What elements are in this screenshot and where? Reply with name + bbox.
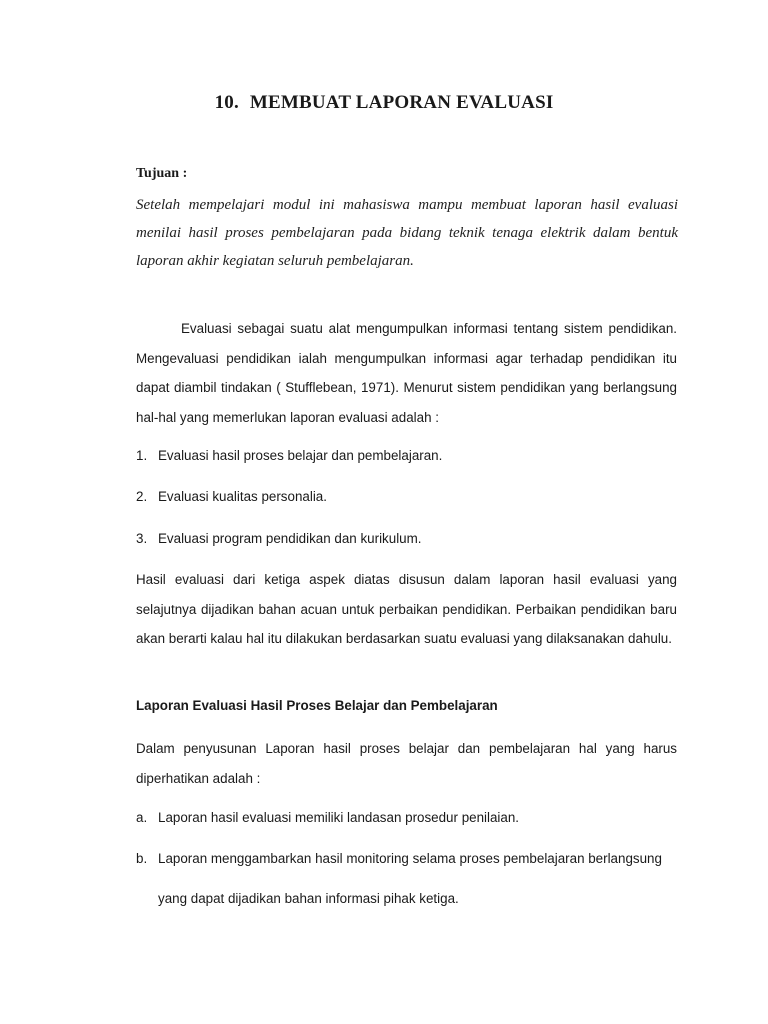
numbered-list-item xyxy=(136,446,681,466)
list-marker: 1. xyxy=(136,448,148,463)
paragraph-requirements: Dalam penyusunan Laporan hasil proses belajar dan pembelajaran hal yang harus diperhatikan adalah : xyxy=(136,741,677,786)
objective-label: Tujuan : xyxy=(136,166,188,181)
numbered-list-item xyxy=(136,529,681,549)
list-marker: b. xyxy=(136,851,148,866)
objective-text: Setelah mempelajari modul ini mahasiswa mampu membuat laporan hasil evaluasi menilai hasil proses pembelajaran pada bidang teknik tenaga elektrik dalam bentuk laporan akhir kegiatan seluruh pembelajaran. xyxy=(136,197,678,269)
list-item-text: Evaluasi hasil proses belajar dan pembelajaran. xyxy=(158,448,443,463)
lettered-list-item xyxy=(136,849,681,869)
list-marker: a. xyxy=(136,810,148,825)
chapter-number: 10. xyxy=(214,92,239,113)
list-item-text: Laporan hasil evaluasi memiliki landasan prosedur penilaian. xyxy=(158,810,520,825)
chapter-title: MEMBUAT LAPORAN EVALUASI xyxy=(249,92,554,113)
lettered-list-item xyxy=(136,808,681,828)
section-subheading: Laporan Evaluasi Hasil Proses Belajar dan Pembelajaran xyxy=(136,698,498,713)
list-marker: 2. xyxy=(136,489,148,504)
paragraph-intro: Evaluasi sebagai suatu alat mengumpulkan informasi tentang sistem pendidikan. Mengevaluasi pendidikan ialah mengumpulkan informasi agar terhadap pendidikan itu dapat diambil tindakan ( Stufflebean, 1971). Menurut sistem pendidikan yang berlangsung hal-hal yang memerlukan laporan evaluasi adalah : xyxy=(136,321,677,425)
list-marker: 3. xyxy=(136,531,148,546)
list-item-text: Evaluasi kualitas personalia. xyxy=(158,489,327,504)
page-title xyxy=(0,92,768,114)
paragraph-summary: Hasil evaluasi dari ketiga aspek diatas disusun dalam laporan hasil evaluasi yang selajutnya dijadikan bahan acuan untuk perbaikan pendidikan. Perbaikan pendidikan baru akan berarti kalau hal itu dilakukan berdasarkan suatu evaluasi yang dilaksanakan dahulu. xyxy=(136,572,677,646)
list-item-text: Laporan menggambarkan hasil monitoring selama proses pembelajaran berlangsung xyxy=(158,851,662,866)
list-item-continuation: yang dapat dijadikan bahan informasi pihak ketiga. xyxy=(158,891,459,906)
list-item-text: Evaluasi program pendidikan dan kurikulum. xyxy=(158,531,422,546)
numbered-list-item xyxy=(136,487,681,507)
